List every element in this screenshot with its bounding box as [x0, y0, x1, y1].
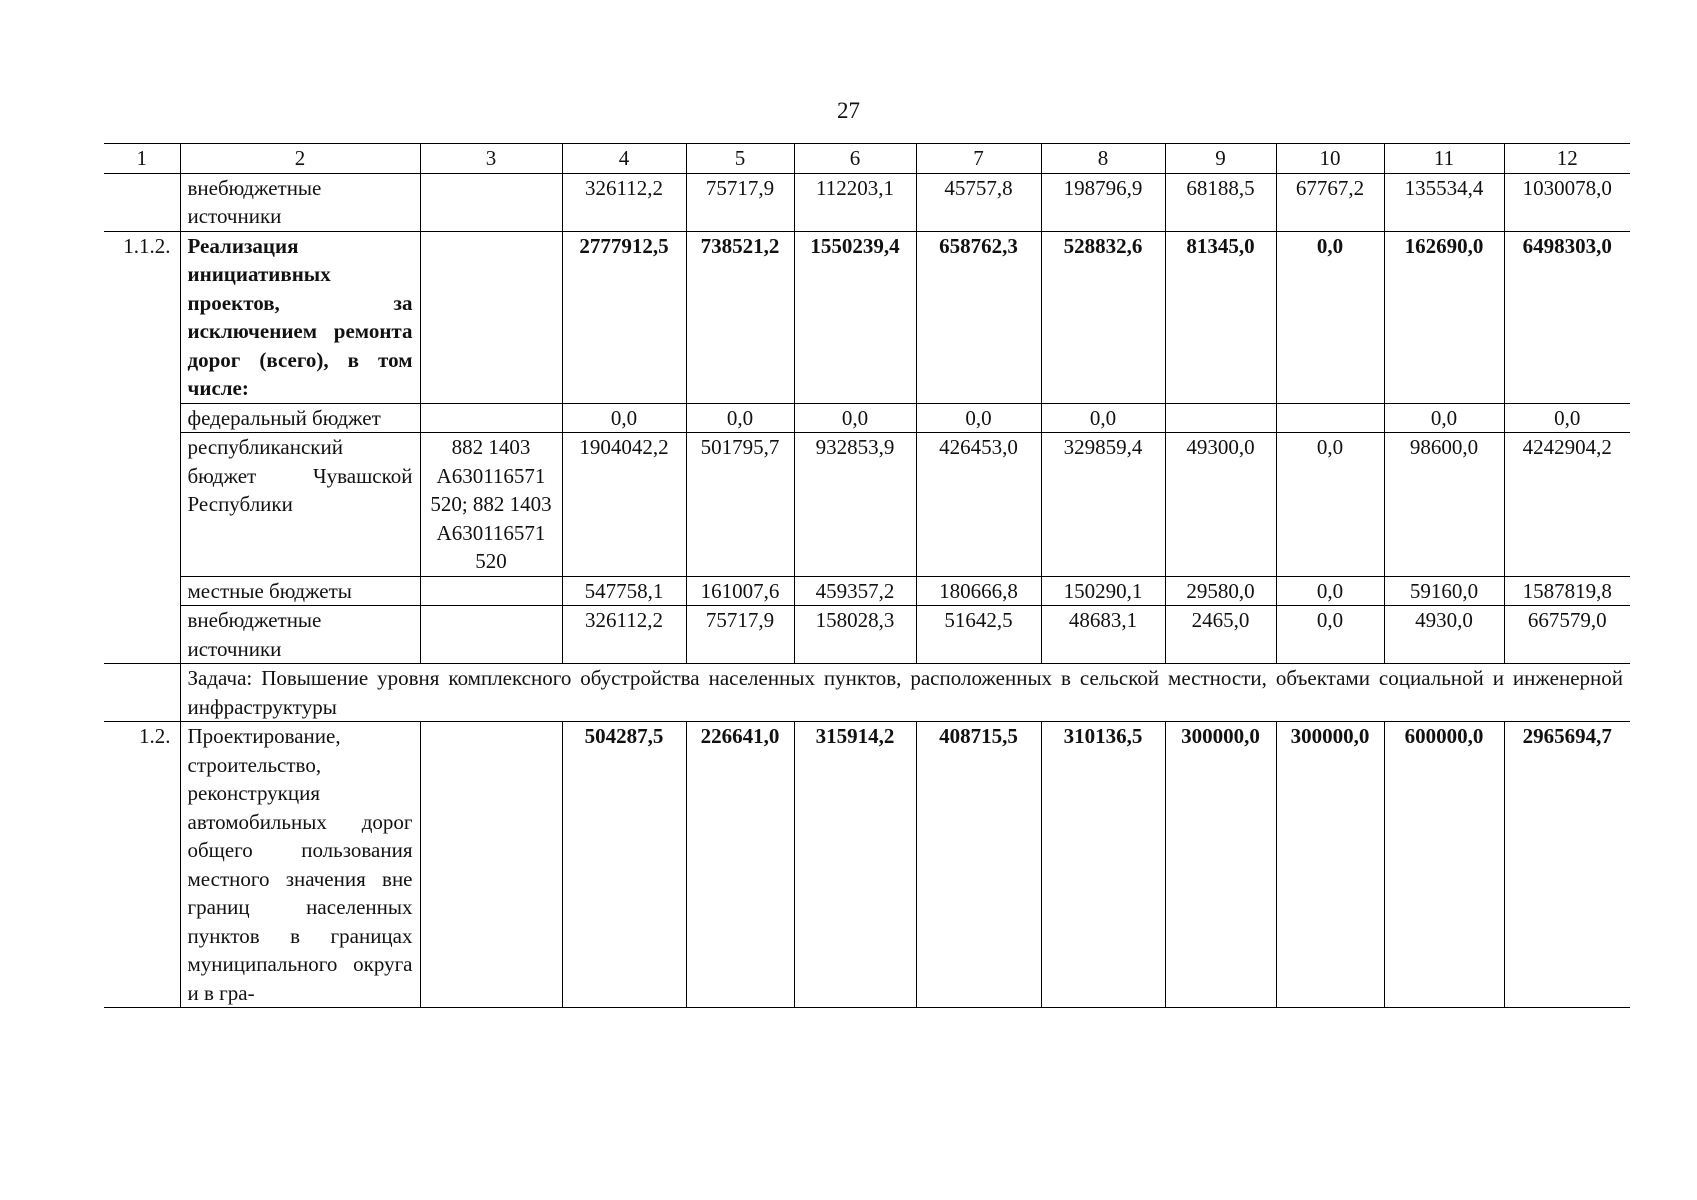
value-cell: 51642,5: [916, 606, 1041, 664]
value-cell: 1904042,2: [562, 433, 686, 577]
value-cell: 738521,2: [686, 231, 794, 403]
value-cell: 49300,0: [1165, 433, 1276, 577]
value-cell: 326112,2: [562, 173, 686, 231]
table-row: [104, 606, 1630, 664]
value-cell: 75717,9: [686, 606, 794, 664]
budget-code-cell: [420, 231, 562, 403]
value-cell: 1587819,8: [1504, 576, 1630, 606]
task-row: [104, 664, 1630, 722]
value-cell: 667579,0: [1504, 606, 1630, 664]
column-number: 11: [1384, 144, 1504, 174]
value-cell: 300000,0: [1276, 722, 1384, 1008]
value-cell: 226641,0: [686, 722, 794, 1008]
budget-code-cell: 882 1403 А630116571 520; 882 1403 А630116571 520: [420, 433, 562, 577]
value-cell: 547758,1: [562, 576, 686, 606]
value-cell: 658762,3: [916, 231, 1041, 403]
value-cell: 0,0: [1276, 231, 1384, 403]
description-cell: Проектирование, строительство, реконструкция автомобильных дорог общего пользования местного значения вне границ населенных пунктов в границах муниципального округа и в гра-: [180, 722, 420, 1008]
budget-code-cell: [420, 576, 562, 606]
value-cell: 0,0: [1276, 576, 1384, 606]
row-number-cell: 1.1.2.: [104, 231, 180, 664]
row-number-cell: 1.2.: [104, 722, 180, 1008]
value-cell: 408715,5: [916, 722, 1041, 1008]
value-cell: 426453,0: [916, 433, 1041, 577]
value-cell: 459357,2: [794, 576, 916, 606]
budget-code-cell: [420, 722, 562, 1008]
column-number: 10: [1276, 144, 1384, 174]
value-cell: 161007,6: [686, 576, 794, 606]
budget-code-cell: [420, 173, 562, 231]
value-cell: 112203,1: [794, 173, 916, 231]
column-number: 9: [1165, 144, 1276, 174]
value-cell: 600000,0: [1384, 722, 1504, 1008]
value-cell: 98600,0: [1384, 433, 1504, 577]
value-cell: 0,0: [1041, 403, 1165, 433]
value-cell: 198796,9: [1041, 173, 1165, 231]
value-cell: 0,0: [1276, 433, 1384, 577]
value-cell: 162690,0: [1384, 231, 1504, 403]
table-row: [104, 576, 1630, 606]
table-row: [104, 231, 1630, 403]
value-cell: 67767,2: [1276, 173, 1384, 231]
row-number-cell: [104, 173, 180, 231]
column-number: 3: [420, 144, 562, 174]
value-cell: 501795,7: [686, 433, 794, 577]
column-number: 4: [562, 144, 686, 174]
value-cell: 0,0: [1504, 403, 1630, 433]
value-cell: 45757,8: [916, 173, 1041, 231]
value-cell: 932853,9: [794, 433, 916, 577]
value-cell: 0,0: [1276, 606, 1384, 664]
description-cell: Реализация инициативных проектов, за исключением ремонта дорог (всего), в том числе:: [180, 231, 420, 403]
column-number: 6: [794, 144, 916, 174]
value-cell: 528832,6: [1041, 231, 1165, 403]
value-cell: 504287,5: [562, 722, 686, 1008]
column-number: 7: [916, 144, 1041, 174]
budget-table: [104, 143, 1630, 1008]
table-body: [104, 144, 1630, 1008]
value-cell: 0,0: [1384, 403, 1504, 433]
value-cell: 29580,0: [1165, 576, 1276, 606]
description-cell: местные бюджеты: [180, 576, 420, 606]
table-row: [104, 433, 1630, 577]
value-cell: 0,0: [794, 403, 916, 433]
column-number-row: [104, 144, 1630, 174]
description-cell: республиканский бюджет Чувашской Республики: [180, 433, 420, 577]
value-cell: 68188,5: [1165, 173, 1276, 231]
value-cell: 0,0: [562, 403, 686, 433]
value-cell: 1030078,0: [1504, 173, 1630, 231]
value-cell: 310136,5: [1041, 722, 1165, 1008]
value-cell: 2777912,5: [562, 231, 686, 403]
budget-code-cell: [420, 403, 562, 433]
row-number-cell: [104, 664, 180, 722]
description-cell: внебюджетные источники: [180, 606, 420, 664]
value-cell: 180666,8: [916, 576, 1041, 606]
value-cell: 4930,0: [1384, 606, 1504, 664]
value-cell: 135534,4: [1384, 173, 1504, 231]
table-row: [104, 173, 1630, 231]
value-cell: 75717,9: [686, 173, 794, 231]
column-number: 8: [1041, 144, 1165, 174]
value-cell: [1276, 403, 1384, 433]
table-row: [104, 403, 1630, 433]
description-cell: федеральный бюджет: [180, 403, 420, 433]
page-number: 27: [837, 98, 860, 123]
value-cell: 81345,0: [1165, 231, 1276, 403]
budget-code-cell: [420, 606, 562, 664]
value-cell: 2465,0: [1165, 606, 1276, 664]
column-number: 1: [104, 144, 180, 174]
table-row: [104, 722, 1630, 1008]
value-cell: 158028,3: [794, 606, 916, 664]
description-cell: внебюджетные источники: [180, 173, 420, 231]
value-cell: 315914,2: [794, 722, 916, 1008]
value-cell: [1165, 403, 1276, 433]
value-cell: 326112,2: [562, 606, 686, 664]
value-cell: 0,0: [916, 403, 1041, 433]
column-number: 5: [686, 144, 794, 174]
value-cell: 150290,1: [1041, 576, 1165, 606]
value-cell: 59160,0: [1384, 576, 1504, 606]
value-cell: 48683,1: [1041, 606, 1165, 664]
value-cell: 300000,0: [1165, 722, 1276, 1008]
value-cell: 4242904,2: [1504, 433, 1630, 577]
column-number: 12: [1504, 144, 1630, 174]
value-cell: 329859,4: [1041, 433, 1165, 577]
column-number: 2: [180, 144, 420, 174]
value-cell: 1550239,4: [794, 231, 916, 403]
task-text: Задача: Повышение уровня комплексного обустройства населенных пунктов, расположенных в сельской местности, объектами социальной и инженерной инфраструктуры: [180, 664, 1630, 722]
value-cell: 0,0: [686, 403, 794, 433]
value-cell: 6498303,0: [1504, 231, 1630, 403]
value-cell: 2965694,7: [1504, 722, 1630, 1008]
